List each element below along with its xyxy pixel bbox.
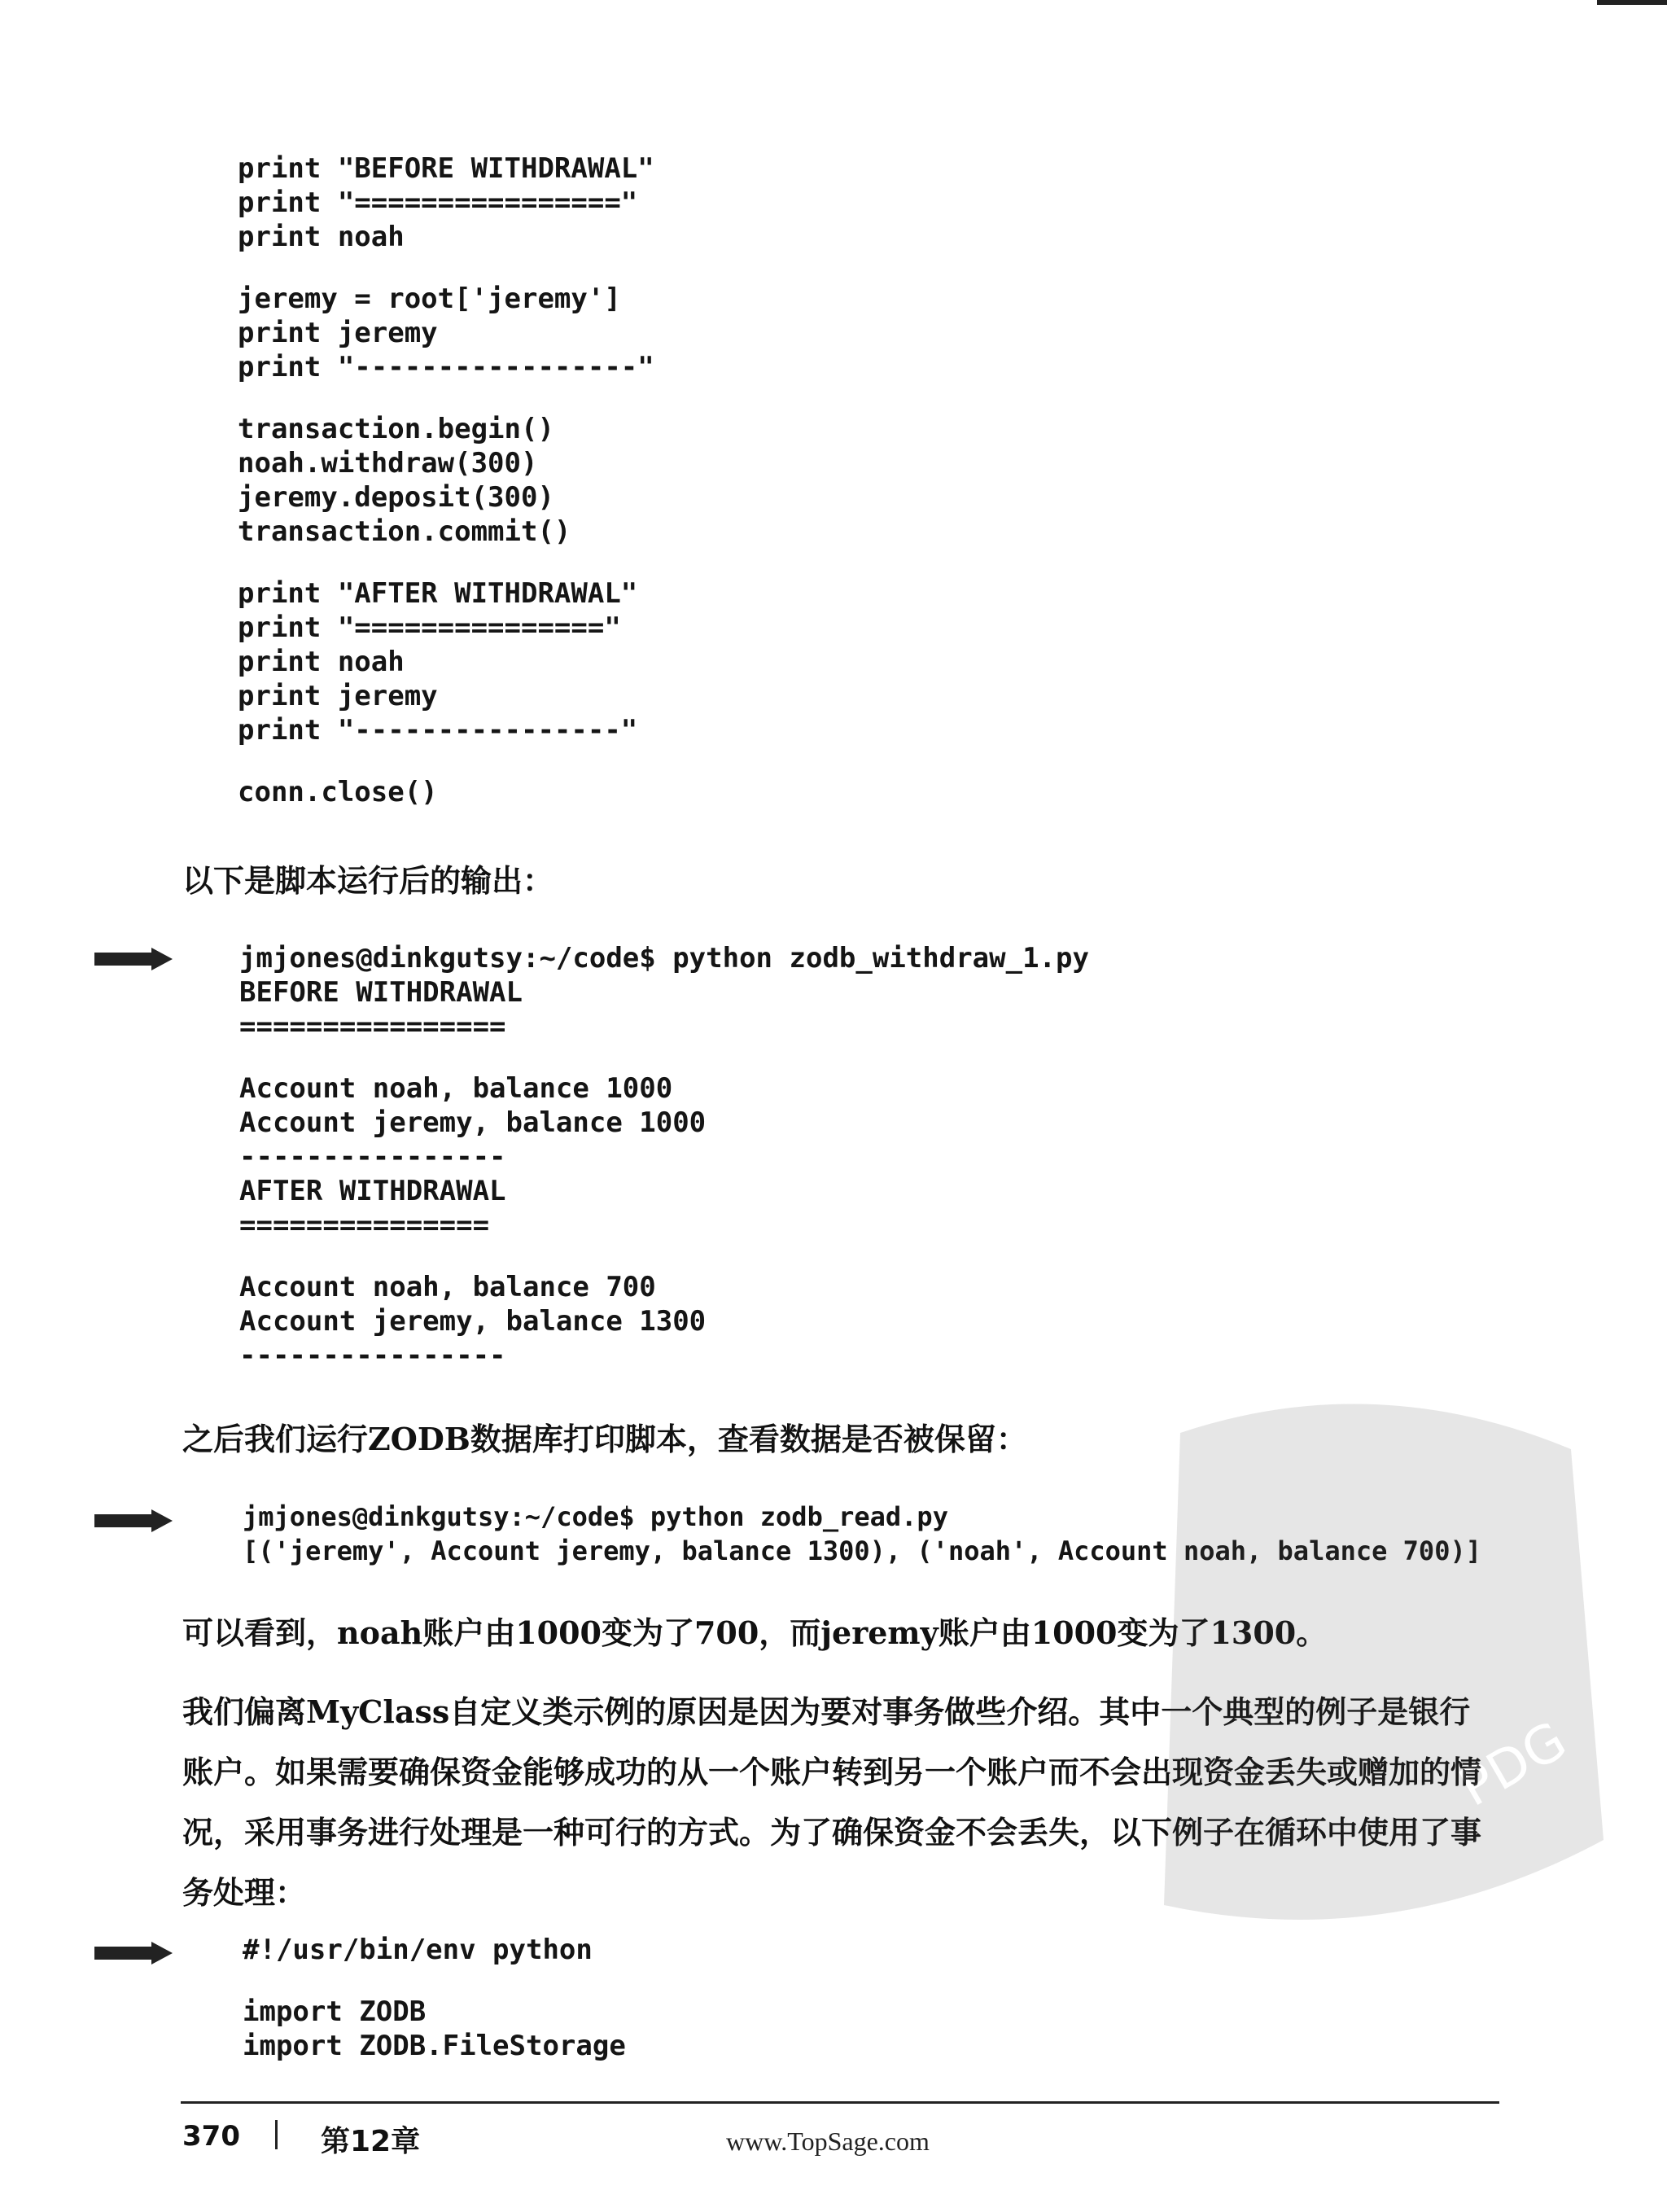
pdg-watermark-seal: [1115, 1384, 1636, 1970]
code-line: BEFORE WITHDRAWAL: [239, 976, 523, 1009]
code-line: ----------------: [239, 1141, 506, 1173]
code-line: Account jeremy, balance 1300: [239, 1305, 707, 1338]
code-line: Account noah, balance 1000: [239, 1072, 673, 1105]
watermark-text: PDG: [1450, 1710, 1577, 1819]
code-line: jmjones@dinkgutsy:~/code$ python zodb_read.py: [243, 1501, 948, 1532]
code-line: ===============: [239, 1209, 490, 1242]
code-line: print "================": [238, 186, 638, 219]
code-line: print noah: [238, 221, 405, 253]
code-line: print jeremy: [238, 317, 438, 349]
code-blank-line: [238, 254, 654, 282]
paragraph-output-intro: 以下是脚本运行后的输出：: [182, 862, 554, 899]
code-blank-line: [238, 747, 654, 775]
arrow-marker-icon: [94, 1509, 173, 1532]
arrow-marker-icon: [94, 948, 173, 970]
footer-rule: [181, 2101, 1499, 2104]
code-line: Account jeremy, balance 1000: [239, 1106, 707, 1139]
code-line: jeremy.deposit(300): [238, 481, 554, 514]
code-line: ================: [239, 1010, 506, 1043]
code-line: AFTER WITHDRAWAL: [239, 1175, 506, 1207]
code-block-withdraw-script: [238, 151, 654, 809]
footer-url: www.TopSage.com: [726, 2127, 930, 2156]
code-blank-line: [243, 1967, 626, 1995]
code-line: conn.close(): [238, 776, 438, 808]
paragraph-transaction-explanation: 我们偏离MyClass自定义类示例的原因是因为要对事务做些介绍。其中一个典型的例子是银行账户。如果需要确保资金能够成功的从一个账户转到另一个账户而不会出现资金丢失或赠加的情况，采用事务进行处理是一种可行的方式。为了确保资金不会丢失，以下例子在循环中使用了事务处理：: [182, 1693, 1482, 1911]
code-blank-line: [239, 1044, 1089, 1071]
paragraph-result-summary: 可以看到，noah账户由1000变为了700，而jeremy账户由1000变为了1300。: [182, 1614, 1328, 1651]
page-number: 370: [182, 2120, 240, 2153]
top-edge-rule: [1597, 0, 1667, 5]
code-line: jeremy = root['jeremy']: [238, 283, 621, 315]
code-line: print "BEFORE WITHDRAWAL": [238, 152, 654, 185]
code-line: [('jeremy', Account jeremy, balance 1300), ('noah', Account noah, balance 700)]: [243, 1535, 1481, 1566]
code-blank-line: [239, 1242, 1089, 1270]
code-line: import ZODB.FileStorage: [243, 2030, 626, 2062]
code-line: jmjones@dinkgutsy:~/code$ python zodb_withdraw_1.py: [239, 942, 1089, 975]
code-line: transaction.begin(): [238, 413, 554, 445]
code-line: ----------------: [239, 1339, 506, 1372]
code-block-terminal-output: [239, 941, 1089, 1373]
chapter-label: 第12章: [321, 2125, 421, 2158]
code-block-zodb-imports: [243, 1933, 626, 2063]
code-line: transaction.commit(): [238, 515, 571, 548]
code-line: print "===============": [238, 611, 621, 644]
code-line: print noah: [238, 646, 405, 678]
footer-separator: [275, 2120, 278, 2149]
code-line: import ZODB: [243, 1995, 427, 2028]
code-line: print "----------------": [238, 714, 638, 747]
code-line: Account noah, balance 700: [239, 1271, 656, 1303]
arrow-marker-icon: [94, 1942, 173, 1965]
code-line: print "-----------------": [238, 351, 654, 383]
paragraph-read-intro: 之后我们运行ZODB数据库打印脚本，查看数据是否被保留：: [182, 1421, 1027, 1457]
code-line: noah.withdraw(300): [238, 447, 538, 480]
code-line: #!/usr/bin/env python: [243, 1934, 593, 1966]
code-blank-line: [238, 384, 654, 412]
code-blank-line: [238, 549, 654, 576]
code-line: print "AFTER WITHDRAWAL": [238, 577, 638, 610]
code-line: print jeremy: [238, 680, 438, 712]
